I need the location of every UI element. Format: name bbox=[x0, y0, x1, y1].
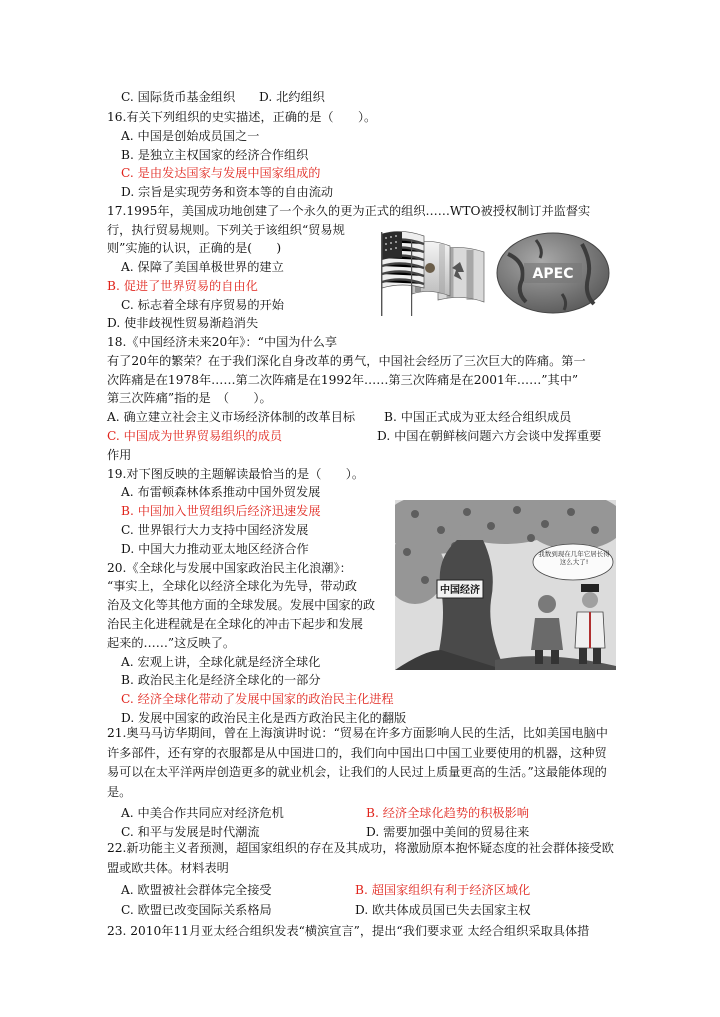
q18-option-a: A. 确立建立社会主义市场经济体制的改革目标 bbox=[107, 410, 356, 424]
q19-option-b: B. 中国加入世贸组织后经济迅速发展 bbox=[121, 504, 321, 518]
tree-label: 中国经济 bbox=[440, 585, 480, 596]
q20-stem-line2: “事实上，全球化以经济全球化为先导，带动政 bbox=[107, 579, 357, 593]
q20-option-d: D. 发展中国家的政治民主化是西方政治民主化的翻版 bbox=[121, 711, 407, 725]
q20-option-c: C. 经济全球化带动了发展中国家的政治民主化进程 bbox=[121, 692, 394, 706]
q19-option-d: D. 中国大力推动亚太地区经济合作 bbox=[121, 542, 309, 556]
q22-option-a: A. 欧盟被社会群体完全接受 bbox=[121, 883, 272, 897]
q17-stem-line3: 则”实施的认识，正确的是( ) bbox=[107, 241, 282, 255]
flags-image bbox=[380, 228, 488, 320]
speech-bubble-text: 我数到现在几年它居长得这么大了! bbox=[538, 550, 610, 566]
q20-stem-line4: 治民主化进程就是在全球化的冲击下起步和发展 bbox=[107, 617, 363, 631]
q17-option-b: B. 促进了世界贸易的自由化 bbox=[107, 279, 258, 293]
q19-stem: 19.对下图反映的主题解读最恰当的是（ ）。 bbox=[107, 467, 365, 481]
apec-logo bbox=[496, 232, 611, 314]
q21-option-d: D. 需要加强中美间的贸易往来 bbox=[366, 825, 530, 839]
q21-option-a: A. 中美合作共同应对经济危机 bbox=[121, 806, 284, 820]
q15-option-d: D. 北约组织 bbox=[259, 90, 325, 104]
q22-option-d: D. 欧共体成员国已失去国家主权 bbox=[355, 903, 531, 917]
q17-option-a: A. 保障了美国单极世界的建立 bbox=[121, 260, 284, 274]
q19-option-a: A. 布雷顿森林体系推动中国外贸发展 bbox=[121, 485, 321, 499]
economy-tree-cartoon bbox=[395, 500, 616, 670]
q16-option-c: C. 是由发达国家与发展中国家组成的 bbox=[121, 166, 321, 180]
apec-globe-icon bbox=[496, 232, 611, 314]
q16-stem: 16.有关下列组织的史实描述，正确的是（ ）。 bbox=[107, 110, 377, 124]
q18-stem-line2: 有了20年的繁荣？在于我们深化自身改革的勇气，中国社会经历了三次巨大的阵痛。第一 bbox=[107, 354, 586, 368]
q17-stem-line1: 17.1995年，美国成功地创建了一个永久的更为正式的组织……WTO被授权制订并监督实 bbox=[107, 204, 591, 218]
q16-option-d: D. 宗旨是实现劳务和资本等的自由流动 bbox=[121, 185, 334, 199]
tree-cartoon-icon bbox=[395, 500, 616, 670]
q20-option-a: A. 宏观上讲，全球化就是经济全球化 bbox=[121, 655, 321, 669]
q18-option-c: C. 中国成为世界贸易组织的成员 bbox=[107, 429, 283, 443]
q21-stem: 21.奥马马访华期间，曾在上海演讲时说：“贸易在许多方面影响人民的生活，比如美国电脑中许多部件，还有穿的衣服都是从中国进口的，我们向中国出口中国工业要使用的机器，这种贸易可以在太平洋两岸创造更多的就业机会，让我们的人民过上质量更高的生活。”这最能体现的是。 bbox=[107, 726, 608, 799]
q20-stem-line1: 20.《全球化与发展中国家政治民主化浪潮》： bbox=[107, 561, 352, 575]
q18-option-d-cont: 作用 bbox=[107, 448, 132, 462]
q17-option-d: D. 使非歧视性贸易渐趋消失 bbox=[107, 316, 259, 330]
q23-stem: 23. 2010年11月亚太经合组织发表“横滨宣言”，提出“我们要求亚 太经合组织采取具体措 bbox=[107, 924, 590, 938]
q17-option-c: C. 标志着全球有序贸易的开始 bbox=[121, 298, 284, 312]
q18-option-b: B. 中国正式成为亚太经合组织成员 bbox=[384, 410, 572, 424]
q18-stem-line3: 次阵痛是在1978年……第二次阵痛是在1992年……第三次阵痛是在2001年……”其中” bbox=[107, 373, 579, 387]
flags-icon bbox=[380, 228, 488, 320]
q16-option-b: B. 是独立主权国家的经济合作组织 bbox=[121, 148, 309, 162]
q22-option-c: C. 欧盟已改变国际关系格局 bbox=[121, 903, 272, 917]
q16-option-a: A. 中国是创始成员国之一 bbox=[121, 129, 260, 143]
q19-option-c: C. 世界银行大力支持中国经济发展 bbox=[121, 523, 309, 537]
q22-option-b: B. 超国家组织有利于经济区域化 bbox=[355, 883, 531, 897]
q15-option-c: C. 国际货币基金组织 bbox=[121, 90, 236, 104]
q20-stem-line3: 治及文化等其他方面的全球发展。发展中国家的政 bbox=[107, 598, 376, 612]
q20-stem-line5: 起来的……”这反映了。 bbox=[107, 636, 236, 650]
q21-option-b: B. 经济全球化趋势的积极影响 bbox=[366, 806, 529, 820]
apec-label: APEC bbox=[532, 266, 574, 282]
q18-stem-line4: 第三次阵痛”指的是 （ ）。 bbox=[107, 391, 272, 405]
q18-stem-line1: 18.《中国经济未来20年》：“中国为什么享 bbox=[107, 335, 338, 349]
q17-stem-line2: 行，执行贸易规则。下列关于该组织“贸易规 bbox=[107, 223, 345, 237]
q20-option-b: B. 政治民主化是经济全球化的一部分 bbox=[121, 673, 321, 687]
q21-option-c: C. 和平与发展是时代潮流 bbox=[121, 825, 260, 839]
q22-stem: 22.新功能主义者预测，超国家组织的存在及其成功，将激励原本抱怀疑态度的社会群体接受欧盟或欧共体。材料表明 bbox=[107, 841, 614, 875]
q18-option-d: D. 中国在朝鲜核问题六方会谈中发挥重要 bbox=[377, 429, 602, 443]
